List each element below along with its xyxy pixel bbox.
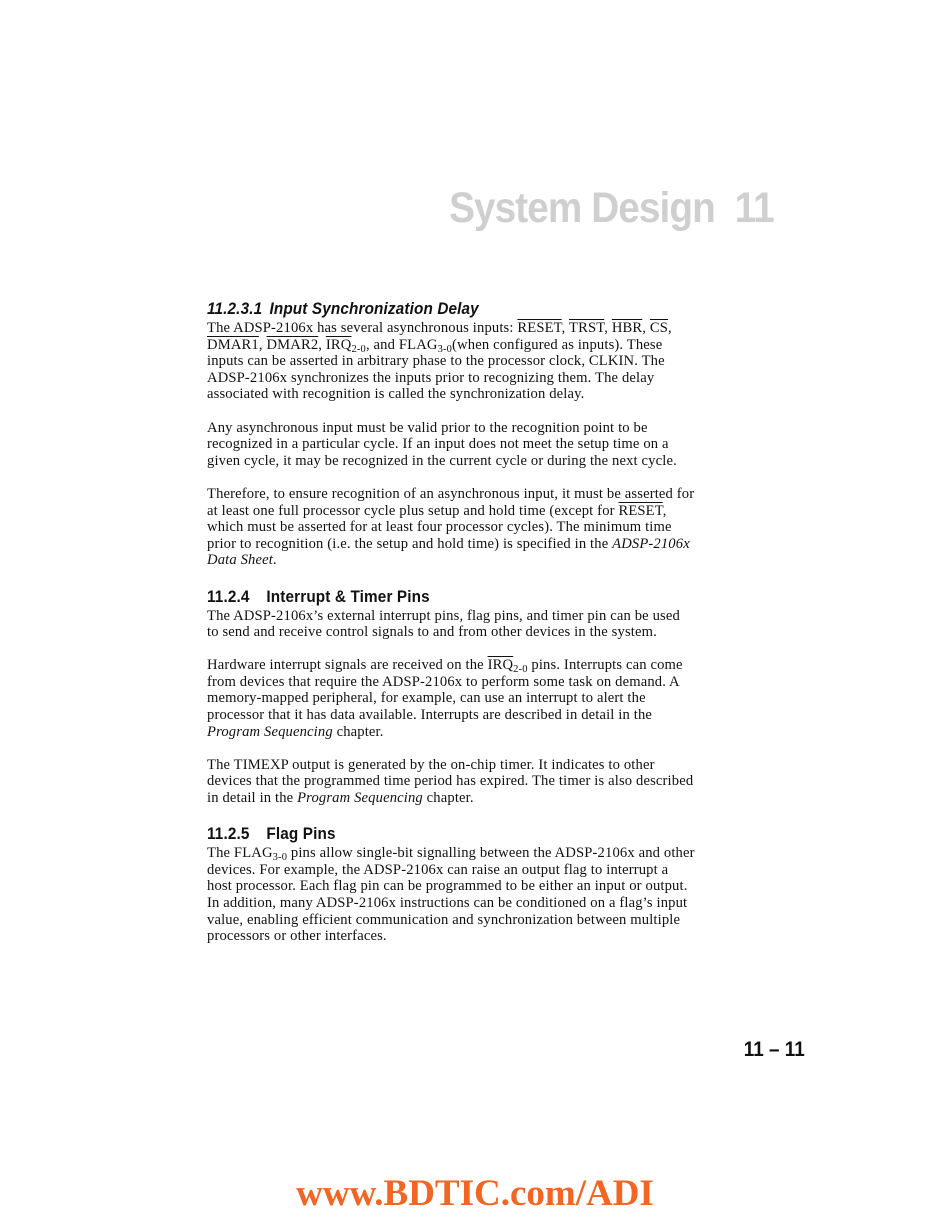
- paragraph: [207, 657, 695, 740]
- text-run: The FLAG: [207, 845, 273, 862]
- subscript: 2-0: [513, 664, 528, 676]
- text-run: pins allow single-bit signalling between the ADSP-2106x and other devices. For example, the ADSP-2106x can raise an output flag to interrupt a host processor. Each flag pin can be programmed to be either an input or output. In addition, many ADSP-2106x instructions can be conditioned on a flag’s input value, enabling efficient communication and synchronization between multiple processors or other interfaces.: [207, 845, 695, 945]
- section-heading: [207, 586, 646, 608]
- text-run: , and FLAG: [365, 336, 438, 353]
- text-run: chapter.: [422, 790, 474, 807]
- signal-hbr: $\overline{HBR}$: [611, 320, 643, 336]
- section-number: 11.2.3.1: [207, 299, 263, 318]
- section-heading: [207, 298, 646, 320]
- paragraph: [207, 845, 695, 945]
- paragraph: Any asynchronous input must be valid prior to the recognition point to be recognized in a particular cycle. If an input does not meet the setup time on a given cycle, it may be recognized in the current cycle or during the next cycle.: [207, 419, 677, 469]
- document-reference: Program Sequencing: [207, 723, 333, 740]
- section-title: Interrupt & Timer Pins: [266, 586, 430, 606]
- section-flag-pins: [207, 823, 695, 945]
- document-reference: ADSP-2106x Data Sheet: [207, 535, 690, 569]
- section-heading: [207, 823, 646, 845]
- signal-dmar1: DMAR1: [207, 336, 259, 353]
- text-run: chapter.: [332, 723, 384, 740]
- chapter-header: [449, 184, 774, 233]
- section-number: 11.2.5: [207, 824, 250, 844]
- signal-irq: $\overline{IRQ}$: [487, 657, 514, 674]
- text-run: (when configured as inputs). These inputs can be asserted in arbitrary phase to the processor clock, CLKIN. The ADSP-2106x synchronizes the inputs prior to recognizing them. The delay associated with recognition is called the synchronization delay.: [207, 336, 665, 403]
- text-run: , which must be asserted for at least four processor cycles). The minimum time prior to recognition (i.e. the setup and hold time) is specified in the: [207, 502, 672, 552]
- subscript: 3-0: [437, 343, 453, 355]
- section-interrupt-timer-pins: [207, 586, 695, 807]
- text-run: Therefore, to ensure recognition of an asynchronous input, it must be asserted for at least one full processor cycle plus setup and hold time (except for: [207, 485, 695, 519]
- paragraph: [207, 486, 695, 569]
- document-reference: Program Sequencing: [297, 790, 423, 807]
- paragraph: The ADSP-2106x’s external interrupt pins, flag pins, and timer pin can be used to send and receive control signals to and from other devices in the system.: [207, 607, 680, 641]
- paragraph: [207, 757, 695, 807]
- text-run: pins. Interrupts can come from devices that require the ADSP-2106x to perform some task on demand. A memory-mapped peripheral, for example, can use an interrupt to alert the processor that it has data available. Interrupts are described in detail in the: [207, 657, 683, 724]
- text-run: .: [272, 552, 277, 569]
- text-run: The TIMEXP output is generated by the on-chip timer. It indicates to other devices that the programmed time period has expired. The timer is also described in detail in the: [207, 756, 694, 807]
- signal-reset: RESET: [517, 320, 562, 336]
- text-run: The ADSP-2106x has several asynchronous inputs:: [207, 320, 518, 336]
- paragraph: The ADSP-2106x has several asynchronous inputs: RESET, TRST, $\overline{HBR}$, $\overline{CS}$, DMAR1, DMAR2, $\overline{IRQ}_{2-0}$, and $FLAG_{3-0}(when$ configured as inputs). These inputs can be asserted in arbitrary phase to the processor clock, CLKIN. The ADSP-2106x synchronizes the inputs prior to recognizing them. The delay associated with recognition is called the synchronization delay.: [207, 320, 672, 403]
- chapter-number: 11: [734, 184, 774, 232]
- text-run: Hardware interrupt signals are received on the: [207, 657, 488, 674]
- section-title: Input Synchronization Delay: [269, 299, 479, 318]
- watermark-link[interactable]: www.BDTIC.com/ADI: [296, 1173, 654, 1214]
- page-content: [207, 298, 695, 961]
- signal-reset: RESET: [618, 502, 663, 519]
- signal-cs: $\overline{CS}$: [649, 320, 669, 336]
- signal-trst: TRST: [569, 320, 605, 336]
- subscript: 2-0: [351, 343, 366, 355]
- signal-dmar2: DMAR2: [266, 336, 319, 353]
- chapter-title: System Design: [449, 184, 716, 232]
- section-title: Flag Pins: [266, 824, 336, 844]
- page-number: 11 – 11: [744, 1038, 805, 1061]
- signal-irq: $\overline{IRQ}$: [325, 336, 352, 353]
- section-number: 11.2.4: [207, 586, 250, 606]
- section-input-synchronization-delay: [207, 298, 695, 569]
- subscript: 3-0: [272, 852, 288, 864]
